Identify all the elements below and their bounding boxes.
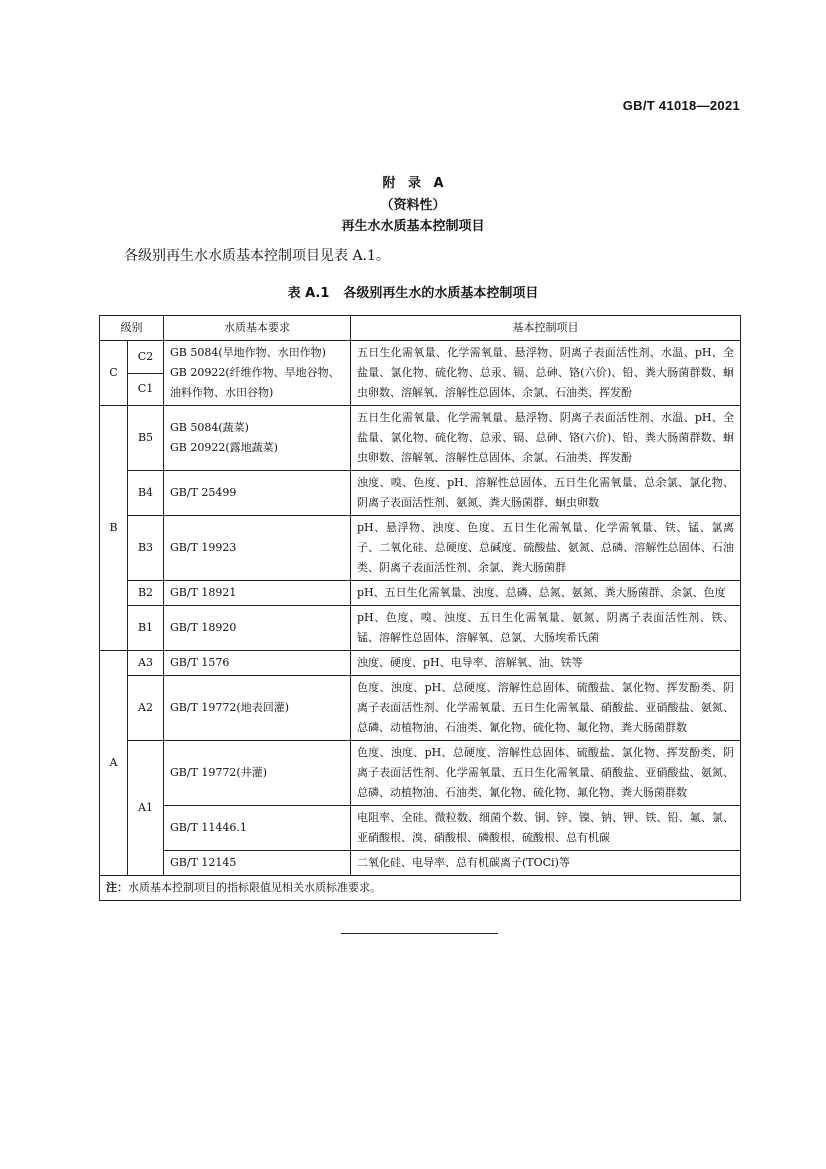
items-cell: pH、色度、嗅、浊度、五日生化需氧量、氨氮、阴离子表面活性剂、铁、锰、溶解性总固体、溶解氧、总氯、大肠埃希氏菌 [351,606,741,651]
requirement-cell: GB/T 11446.1 [164,806,351,851]
sublevel-cell: A1 [128,741,164,876]
table-row [100,516,741,581]
table-row [100,606,741,651]
table-caption [0,282,826,301]
sublevel-cell: B4 [128,471,164,516]
header-items: 基本控制项目 [351,316,741,341]
items-cell: 二氧化硅、电导率、总有机碳离子(TOCi)等 [351,851,741,876]
requirement-line: GB 5084(旱地作物、水田作物) [170,346,326,359]
requirement-cell: GB/T 19923 [164,516,351,581]
level-cell: A [100,651,128,876]
sublevel-cell: B1 [128,606,164,651]
header-requirement: 水质基本要求 [164,316,351,341]
sublevel-cell: B2 [128,581,164,606]
sublevel-cell: B5 [128,406,164,471]
table-row [100,676,741,741]
requirement-cell: GB/T 19772(地表回灌) [164,676,351,741]
sublevel-cell: B3 [128,516,164,581]
appendix-subtitle: （资料性） [380,198,446,213]
items-cell: 浊度、嗅、色度、pH、溶解性总固体、五日生化需氧量、总余氯、氯化物、阴离子表面活性剂、氨氮、粪大肠菌群、蛔虫卵数 [351,471,741,516]
appendix-title: 附 录 A [382,176,444,191]
requirement-line: GB 20922(露地蔬菜) [170,441,278,454]
table-row [100,581,741,606]
table-row [100,806,741,851]
items-cell: pH、五日生化需氧量、浊度、总磷、总氮、氨氮、粪大肠菌群、余氯、色度 [351,581,741,606]
requirement-cell [164,341,351,406]
items-cell: 色度、浊度、pH、总硬度、溶解性总固体、硫酸盐、氯化物、挥发酚类、阴离子表面活性剂、化学需氧量、五日生化需氧量、硝酸盐、亚硝酸盐、氨氮、总磷、动植物油、石油类、氰化物、硫化物、氟化物、粪大肠菌群数 [351,741,741,806]
items-cell: 五日生化需氧量、化学需氧量、悬浮物、阴离子表面活性剂、水温、pH、全盐量、氯化物、硫化物、总汞、镉、总砷、铬(六价)、铅、粪大肠菌群数、蛔虫卵数、溶解氧、溶解性总固体、余氯、石油类、挥发酚 [351,341,741,406]
table-caption-number: 表 A.1 [287,286,330,301]
items-cell: pH、悬浮物、浊度、色度、五日生化需氧量、化学需氧量、铁、锰、氯离子、二氧化硅、总硬度、总碱度、硫酸盐、氨氮、总磷、溶解性总固体、石油类、阴离子表面活性剂、余氯、粪大肠菌群 [351,516,741,581]
requirement-cell: GB/T 18920 [164,606,351,651]
table-row [100,406,741,471]
standard-code: GB/T 41018—2021 [622,98,740,113]
note-text: 水质基本控制项目的指标限值见相关水质标准要求。 [128,881,381,894]
requirement-line: GB 5084(蔬菜) [170,421,249,434]
control-items-table [99,315,741,901]
items-cell: 电阻率、全硅、微粒数、细菌个数、铜、锌、镍、钠、钾、铁、铅、氟、氯、亚硝酸根、溴、硝酸根、磷酸根、硫酸根、总有机碳 [351,806,741,851]
requirement-cell [164,406,351,471]
items-cell: 五日生化需氧量、化学需氧量、悬浮物、阴离子表面活性剂、水温、pH、全盐量、氯化物、硫化物、总汞、镉、总砷、铬(六价)、铅、粪大肠菌群数、蛔虫卵数、溶解氧、溶解性总固体、余氯、石油类、挥发酚 [351,406,741,471]
sublevel-cell: A2 [128,676,164,741]
sublevel-cell: A3 [128,651,164,676]
sublevel-cell: C2 [128,341,164,374]
level-cell: C [100,341,128,406]
items-cell: 色度、浊度、pH、总硬度、溶解性总固体、硫酸盐、氯化物、挥发酚类、阴离子表面活性剂、化学需氧量、五日生化需氧量、硝酸盐、亚硝酸盐、氨氮、总磷、动植物油、石油类、氰化物、硫化物、氟化物、粪大肠菌群数 [351,676,741,741]
table-row [100,651,741,676]
table-row [100,741,741,806]
requirement-line: GB 20922(纤维作物、旱地谷物、 [170,366,340,379]
requirement-cell: GB/T 12145 [164,851,351,876]
appendix-heading: 再生水水质基本控制项目 [341,219,485,234]
requirement-line: 油料作物、水田谷物) [170,386,274,399]
requirement-cell: GB/T 25499 [164,471,351,516]
table-note-row [100,876,741,901]
items-cell: 浊度、硬度、pH、电导率、溶解氧、油、铁等 [351,651,741,676]
table-caption-title: 各级别再生水的水质基本控制项目 [343,286,539,301]
requirement-cell: GB/T 19772(井灌) [164,741,351,806]
header-level: 级别 [100,316,164,341]
requirement-cell: GB/T 18921 [164,581,351,606]
end-rule [341,933,498,934]
sublevel-cell: C1 [128,373,164,406]
intro-paragraph: 各级别再生水水质基本控制项目见表 A.1。 [124,248,390,264]
table-row [100,341,741,374]
table-header-row [100,316,741,341]
table-row [100,471,741,516]
level-cell: B [100,406,128,651]
table-note [100,876,741,901]
note-label: 注： [106,881,128,894]
table-row [100,851,741,876]
requirement-cell: GB/T 1576 [164,651,351,676]
